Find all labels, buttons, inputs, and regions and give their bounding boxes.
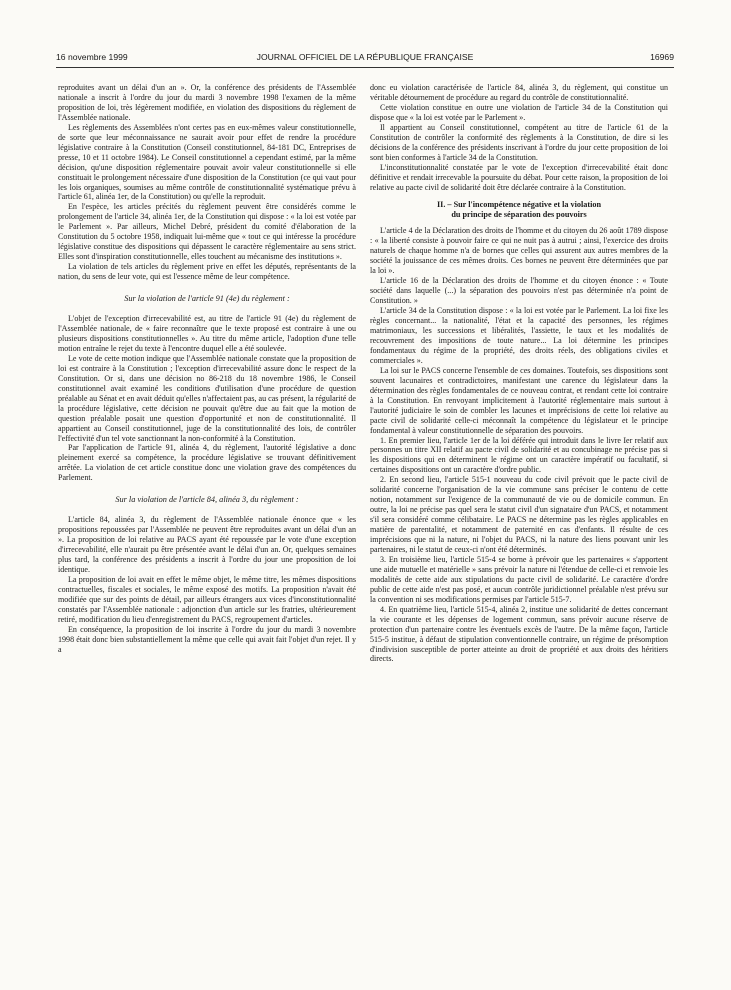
paragraph: donc eu violation caractérisée de l'article 84, alinéa 3, du règlement, qui constitue un véritable détournement de procédure au regard du contrôle de constitutionnalité.: [370, 83, 668, 102]
section-heading-part-ii: [370, 200, 668, 220]
right-column: [370, 83, 668, 963]
paragraph: L'article 34 de la Constitution dispose : « la loi est votée par le Parlement. La loi fixe les règles concernant... la nationalité, l'état et la capacité des personnes, les régimes matrimoniaux, les successions et libéralités, l'assiette, le taux et les modalités de recouvrement des impositions de toute nature... La loi détermine les principes fondamentaux du régime de la propriété, des droits réels, des obligations civiles et commerciales ».: [370, 306, 668, 365]
paragraph: reproduites avant un délai d'un an ». Or, la conférence des présidents de l'Assemblée nationale a inscrit à l'ordre du jour du mardi 3 novembre 1998 l'examen de la même proposition de loi, très légèrement modifiée, en violation des dispositions du règlement de l'Assemblée nationale.: [58, 83, 356, 122]
page-header: [56, 52, 674, 68]
paragraph: 3. En troisième lieu, l'article 515-4 se borne à prévoir que les partenaires « s'apportent une aide mutuelle et matérielle » sans prévoir la nature ni l'étendue de celle-ci et renvoie les modalités de cette aide aux stipulations du pacte civil de solidarité. Le caractère d'ordre public de cette aide n'est pas posé, et aucun contrôle juridictionnel préalable n'est prévu sur la convention ni ses modifications permises par l'article 515-7.: [370, 554, 668, 604]
header-page-number: 16969: [650, 52, 674, 62]
paragraph: En conséquence, la proposition de loi inscrite à l'ordre du jour du mardi 3 novembre 1998 était donc bien substantiellement la même que celle qui avait fait l'objet d'un rejet. Il y a: [58, 624, 356, 654]
paragraph: Les règlements des Assemblées n'ont certes pas en eux-mêmes valeur constitutionnelle, de sorte que leur méconnaissance ne saurait avoir pour effet de rendre la procédure législative contraire à la Constitution (Conseil constitutionnel, 84-181 DC, Entreprises de presse, 10 et 11 octobre 1984). Le Conseil constitutionnel a cependant estimé, par la même décision, qu'une disposition réglementaire pouvait avoir valeur constitutionnelle si elle constituait le prolongement nécessaire d'une disposition de la Constitution (ce qui vaut pour les lois organiques, soumises au même contrôle de constitutionnalité systématique prévu à l'article 61, alinéa 1er, de la Constitution) ou qu'elle la reproduit.: [58, 122, 356, 202]
paragraph: L'inconstitutionnalité constatée par le vote de l'exception d'irrecevabilité était donc définitive et rendait irrecevable la poursuite du débat. Pour cette raison, la proposition de loi relative au pacte civil de solidarité doit être déclarée contraire à la Constitution.: [370, 162, 668, 192]
left-column: [58, 83, 356, 963]
header-date: 16 novembre 1999: [56, 52, 128, 62]
paragraph: 1. En premier lieu, l'article 1er de la loi déférée qui introduit dans le livre Ier relatif aux personnes un titre XII relatif au pacte civil de solidarité et au concubinage ne précise pas si les dispositions qui en déterminent le régime ont un caractère impératif ou facultatif, si certaines dispositions ont un caractère d'ordre public.: [370, 435, 668, 475]
paragraph: Il appartient au Conseil constitutionnel, compétent au titre de l'article 61 de la Constitution de contrôler la conformité des règlements à la Constitution, de dire si les décisions de la conférence des présidents inscrivant à l'ordre du jour cette proposition de loi sont bien conformes à l'article 34 de la Constitution.: [370, 122, 668, 162]
paragraph: La loi sur le PACS concerne l'ensemble de ces domaines. Toutefois, ses dispositions sont souvent lacunaires et contradictoires, manifestant une carence du législateur dans la détermination des règles fondamentales de ce nouveau contrat, et rendant cette loi contraire à la Constitution. En renvoyant implicitement à l'autorité réglementaire mais surtout à l'autorité judiciaire le soin de combler les lacunes et imprécisions de cette loi relative au pacte civil de solidarité celle-ci méconnaît la compétence du législateur et le principe fondamental à valeur constitutionnelle de séparation des pouvoirs.: [370, 365, 668, 435]
section-heading-article-84: Sur la violation de l'article 84, alinéa 3, du règlement :: [115, 495, 299, 505]
paragraph: Par l'application de l'article 91, alinéa 4, du règlement, l'autorité législative a donc pleinement exercé sa compétence, la procédure législative se trouvant définitivement arrêtée. La violation de cet article constitue donc une violation grave des compétences du Parlement.: [58, 443, 356, 483]
paragraph: 4. En quatrième lieu, l'article 515-4, alinéa 2, institue une solidarité de dettes concernant la vie courante et les dépenses de logement commun, sans prévoir aucune réserve de protection d'un partenaire contre les éventuels excès de l'autre. De la même façon, l'article 515-5 institue, à défaut de stipulation conventionnelle contraire, un régime de présomption d'indivision susceptible de porter atteinte au droit de propriété et aux droits des héritiers directs.: [370, 604, 668, 664]
paragraph: L'article 84, alinéa 3, du règlement de l'Assemblée nationale énonce que « les propositions repoussées par l'Assemblée ne peuvent être reproduites avant un délai d'un an ». La proposition de loi relative au PACS ayant été repoussée par le vote d'une exception d'irrecevabilité, elle n'aurait pu être présentée avant le délai d'un an. Or, quelques semaines plus tard, la conférence des présidents a inscrit à l'ordre du jour une proposition de loi identique.: [58, 515, 356, 575]
paragraph: L'article 16 de la Déclaration des droits de l'homme et du citoyen énonce : « Toute société dans laquelle (...) la séparation des pouvoirs n'est pas déterminée n'a point de Constitution. »: [370, 276, 668, 306]
section-heading-line: du principe de séparation des pouvoirs: [451, 210, 587, 220]
paragraph: Cette violation constitue en outre une violation de l'article 34 de la Constitution qui dispose que « la loi est votée par le Parlement ».: [370, 102, 668, 122]
paragraph: La violation de tels articles du règlement prive en effet les députés, représentants de la nation, du sens de leur vote, qui est l'essence même de leur compétence.: [58, 262, 356, 282]
section-heading-article-91: Sur la violation de l'article 91 (4e) du règlement :: [124, 294, 290, 304]
paragraph: L'objet de l'exception d'irrecevabilité est, au titre de l'article 91 (4e) du règlement de l'Assemblée nationale, de « faire reconnaître que le texte proposé est contraire à une ou plusieurs dispositions constitutionnelles ». Au titre du même article, l'adoption d'une telle motion entraîne le rejet du texte à l'encontre duquel elle a été soulevée.: [58, 314, 356, 353]
paragraph: En l'espèce, les articles précités du règlement peuvent être considérés comme le prolongement de l'article 34, alinéa 1er, de la Constitution qui dispose : « la loi est votée par le Parlement ». Par ailleurs, Michel Debré, président du comité d'élaboration de la Constitution du 5 octobre 1958, indiquait lui-même que « tout ce qui intéresse la procédure législative constitue des dispositions qui dépassent le caractère réglementaire au sens strict. Elles sont d'inspiration constitutionnelle, elles touchent au mécanisme des institutions ».: [58, 202, 356, 262]
section-heading-line: II. – Sur l'incompétence négative et la violation: [436, 200, 602, 210]
paragraph: La proposition de loi avait en effet le même objet, le même titre, les mêmes dispositions contractuelles, fiscales et sociales, le même exposé des motifs. La proposition n'avait été modifiée que sur des points de détail, par ailleurs étrangers aux vices d'inconstitutionnalité constatés par l'Assemblée nationale : adjonction d'un article sur les fratries, ultérieurement retiré, modification du lieu d'enregistrement du PACS, regroupement d'articles.: [58, 574, 356, 624]
paragraph: Le vote de cette motion indique que l'Assemblée nationale constate que la proposition de loi est contraire à la Constitution ; l'exception d'irrecevabilité assure donc le respect de la Constitution. Or si, dans une décision no 86-218 du 18 novembre 1986, le Conseil constitutionnel avait examiné les conditions d'utilisation d'une procédure de question préalable au Sénat et en avait déduit qu'elles n'affectaient pas, au cas présent, la régularité de la procédure législative, cette décision ne pouvait qu'être due au fait que la motion de question préalable posait une question d'opportunité et non de constitutionnalité. Il appartient au Conseil constitutionnel, juge de la constitutionnalité des lois, de contrôler l'effectivité d'un tel vote sanctionnant la non-conformité à la Constitution.: [58, 353, 356, 443]
header-journal-title: JOURNAL OFFICIEL DE LA RÉPUBLIQUE FRANÇAISE: [256, 52, 474, 62]
paragraph: 2. En second lieu, l'article 515-1 nouveau du code civil prévoit que le pacte civil de solidarité concerne l'organisation de la vie commune sans préciser le contenu de cette notion, notamment sur l'exigence de la communauté de vie ou de domicile commun. En outre, la loi ne précise pas quel sera le statut civil d'un signataire d'un PACS, et notamment s'il sera considéré comme célibataire. Le PACS ne détermine pas les règles applicables en matière de parentalité, et notamment de paternité en cas d'enfants. Il résulte de ces imprécisions que ni la nature, ni l'objet du PACS, ni la nature des liens pouvant unir les partenaires, ni le statut de ceux-ci n'ont été déterminés.: [370, 475, 668, 554]
paragraph: L'article 4 de la Déclaration des droits de l'homme et du citoyen du 26 août 1789 dispose : « la liberté consiste à pouvoir faire ce qui ne nuit pas à autrui ; ainsi, l'exercice des droits naturels de chaque homme n'a de bornes que celles qui assurent aux autres membres de la société la jouissance de ces mêmes droits. Ces bornes ne peuvent être déterminées que par la loi ».: [370, 226, 668, 276]
